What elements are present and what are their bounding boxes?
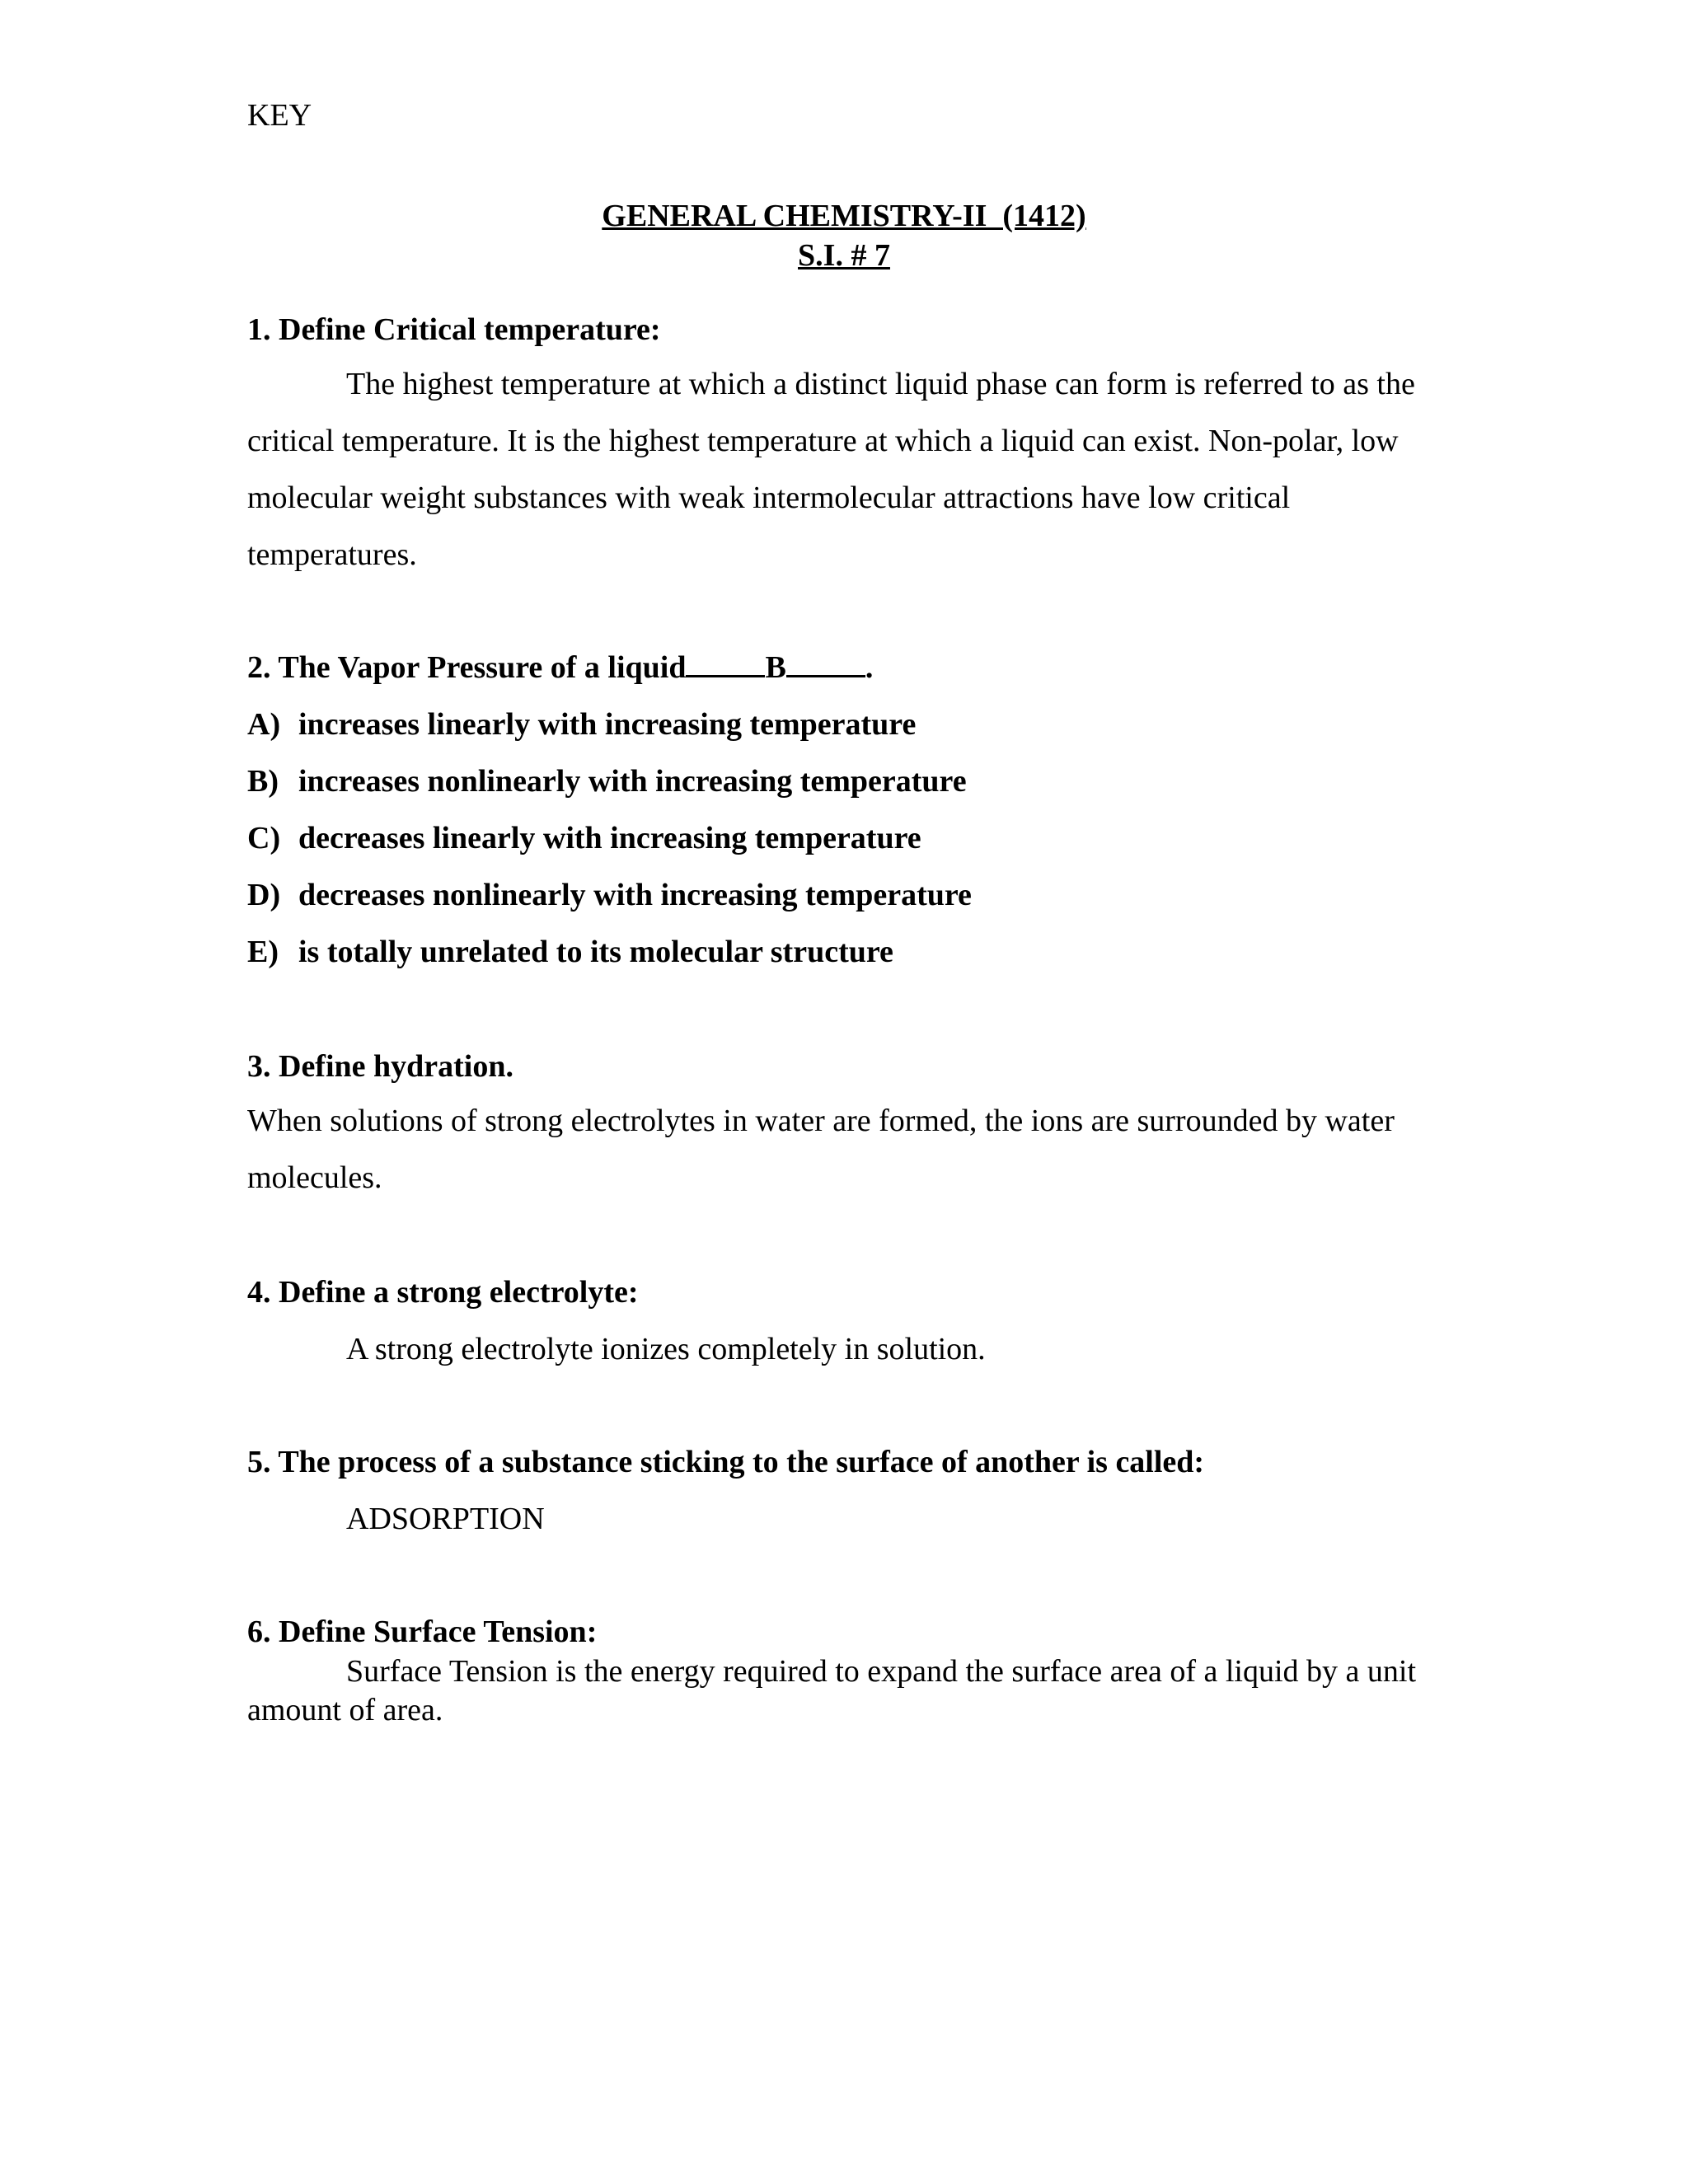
- q4-answer: A strong electrolyte ionizes completely in solution.: [346, 1332, 986, 1366]
- q1-answer: The highest temperature at which a distinct liquid phase can form is referred to as the critical temperature. It is the highest temperature at which a liquid can exist. Non-polar, low molecular weight substances with weak intermolecular attractions have low critical temperatures.: [247, 367, 1415, 572]
- choice-letter: E): [247, 935, 279, 969]
- choice-text: decreases nonlinearly with increasing temperature: [298, 878, 972, 912]
- q2-answer-letter: B: [765, 650, 786, 685]
- q4-prompt: 4. Define a strong electrolyte:: [247, 1275, 639, 1310]
- session-number: S.I. # 7: [798, 238, 890, 273]
- q2-choice-a: [247, 706, 916, 743]
- choice-text: is totally unrelated to its molecular structure: [298, 935, 893, 969]
- q2-blank-right: [786, 650, 865, 677]
- choice-text: increases nonlinearly with increasing temperature: [298, 764, 967, 799]
- q2-prompt: [247, 649, 873, 686]
- course-title: GENERAL CHEMISTRY-II (1412): [602, 199, 1086, 233]
- q5-prompt: 5. The process of a substance sticking to the surface of another is called:: [247, 1445, 1205, 1479]
- q2-choice-c: [247, 820, 921, 856]
- q5-answer: ADSORPTION: [346, 1502, 545, 1536]
- q2-blank-left: [686, 650, 765, 677]
- q2-prompt-end: .: [865, 650, 874, 685]
- choice-letter: C): [247, 821, 281, 855]
- choice-letter: B): [247, 764, 279, 799]
- q3-answer: When solutions of strong electrolytes in water are formed, the ions are surrounded by water molecules.: [247, 1104, 1395, 1195]
- q3-prompt: 3. Define hydration.: [247, 1049, 513, 1084]
- q6-prompt: 6. Define Surface Tension:: [247, 1615, 598, 1649]
- choice-text: increases linearly with increasing temperature: [298, 707, 917, 742]
- q2-choice-b: [247, 763, 967, 799]
- q2-choice-e: [247, 934, 893, 970]
- choice-letter: A): [247, 707, 281, 742]
- key-label: KEY: [247, 98, 312, 133]
- q6-answer: Surface Tension is the energy required to expand the surface area of a liquid by a unit amount of area.: [247, 1654, 1417, 1727]
- choice-text: decreases linearly with increasing temperature: [298, 821, 921, 855]
- title-block: [0, 196, 1688, 275]
- q2-choice-d: [247, 877, 972, 913]
- q2-prompt-start: 2. The Vapor Pressure of a liquid: [247, 650, 687, 685]
- choice-letter: D): [247, 878, 281, 912]
- q1-prompt: 1. Define Critical temperature:: [247, 312, 661, 347]
